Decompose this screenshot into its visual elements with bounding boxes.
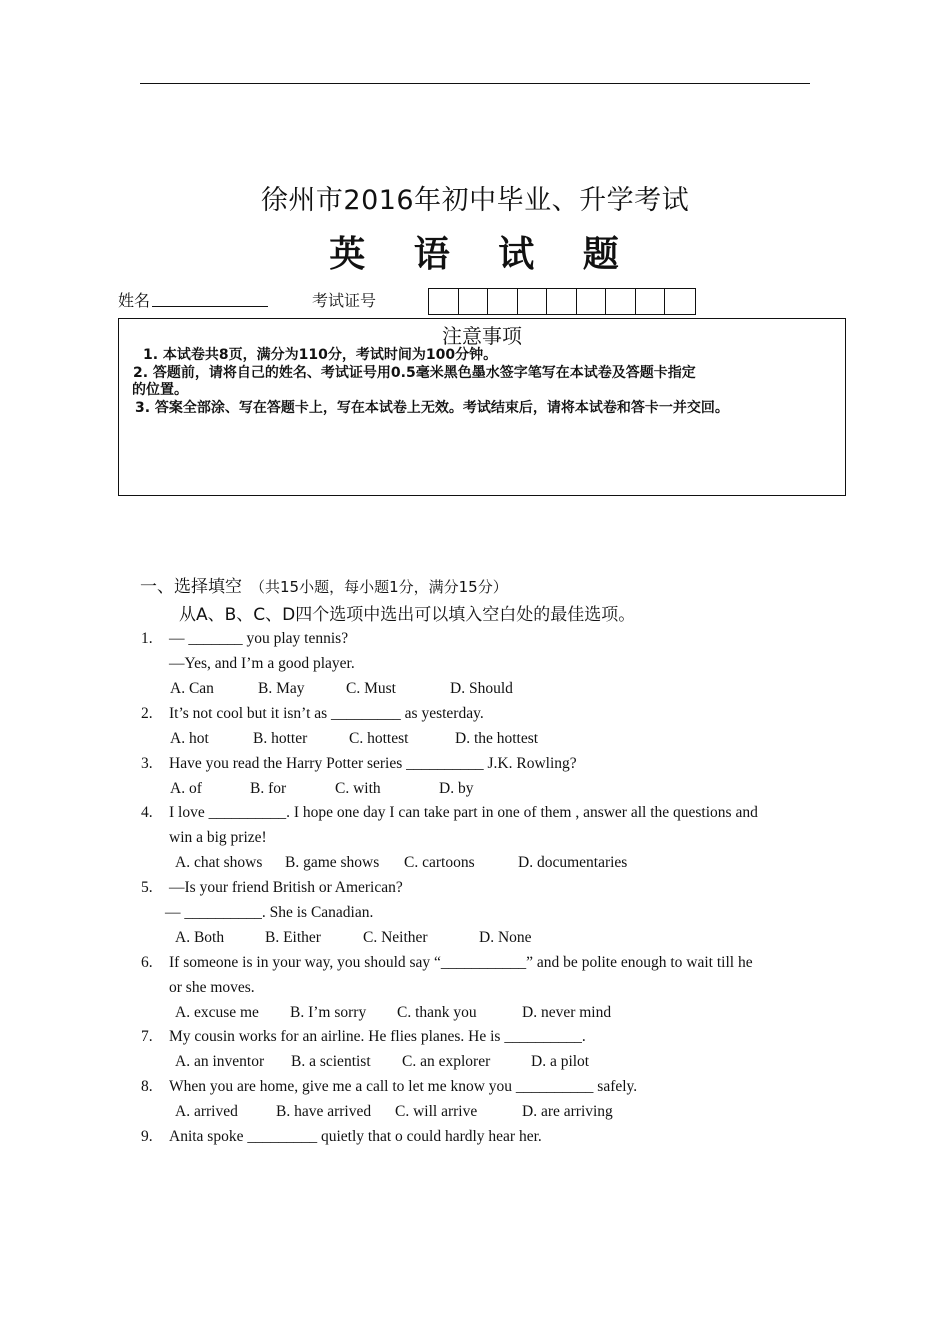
notice-line-1: 1. 本试卷共8页，满分为110分，考试时间为100分钟。 (143, 347, 498, 363)
option-a: A. excuse me (175, 1004, 259, 1021)
notice-box (118, 318, 846, 496)
option-b: B. Either (265, 929, 321, 946)
exam-id-label: 考试证号 (312, 291, 377, 310)
question-text: —Yes, and I’m a good player. (169, 655, 355, 672)
question-number: 3. (141, 755, 153, 772)
question-text: It’s not cool but it isn’t as _________ as yesterday. (169, 705, 484, 722)
exam-id-boxes (428, 288, 696, 315)
option-b: B. game shows (285, 854, 380, 871)
id-digit-box (429, 289, 459, 314)
option-a: A. hot (170, 730, 209, 747)
option-b: B. for (250, 780, 287, 797)
option-c: C. Neither (363, 929, 428, 946)
option-c: C. an explorer (402, 1053, 491, 1070)
notice-title: 注意事项 (442, 324, 522, 348)
option-b: B. a scientist (291, 1053, 371, 1070)
option-c: C. will arrive (395, 1103, 478, 1120)
id-digit-box (518, 289, 548, 314)
option-c: C. cartoons (404, 854, 475, 871)
option-d: D. documentaries (518, 854, 628, 871)
question-number: 4. (141, 804, 153, 821)
question-text: or she moves. (169, 979, 255, 996)
question-text: I love __________. I hope one day I can take part in one of them , answer all the questions and (169, 804, 758, 821)
question-text: Have you read the Harry Potter series __________ J.K. Rowling? (169, 755, 577, 772)
question-text: — _______ you play tennis? (169, 630, 349, 647)
option-d: D. are arriving (522, 1103, 613, 1120)
name-label: 姓名 (118, 291, 151, 310)
option-d: D. the hottest (455, 730, 539, 747)
option-d: D. never mind (522, 1004, 612, 1021)
option-d: D. None (479, 929, 532, 946)
exam-title: 徐州市2016年初中毕业、升学考试 (260, 185, 690, 216)
question-text: Anita spoke _________ quietly that o could hardly hear her. (169, 1128, 542, 1145)
option-b: B. I’m sorry (290, 1004, 367, 1021)
option-b: B. May (258, 680, 305, 697)
section-title: 一、选择填空 (140, 577, 242, 597)
option-c: C. Must (346, 680, 396, 697)
option-a: A. of (170, 780, 202, 797)
question-text: — __________. She is Canadian. (165, 904, 374, 921)
section-heading (140, 572, 508, 597)
question-number: 7. (141, 1028, 153, 1045)
header-rule (140, 83, 810, 84)
name-blank (152, 306, 268, 307)
id-digit-box (636, 289, 666, 314)
id-digit-box (488, 289, 518, 314)
option-c: C. hottest (349, 730, 409, 747)
question-text: —Is your friend British or American? (169, 879, 403, 896)
option-a: A. Both (175, 929, 225, 946)
section-instruction: 从A、B、C、D四个选项中选出可以填入空白处的最佳选项。 (179, 605, 636, 625)
id-digit-box (547, 289, 577, 314)
subject-title: 英 语 试 题 (329, 234, 637, 275)
section-scoring: （共15小题，每小题1分，满分15分） (250, 578, 508, 596)
option-a: A. Can (170, 680, 214, 697)
question-number: 6. (141, 954, 153, 971)
question-number: 8. (141, 1078, 153, 1095)
question-text: win a big prize! (169, 829, 267, 846)
option-a: A. an inventor (175, 1053, 265, 1070)
id-digit-box (577, 289, 607, 314)
id-digit-box (665, 289, 695, 314)
option-b: B. have arrived (276, 1103, 372, 1120)
notice-line-3: 3. 答案全部涂、写在答题卡上，写在本试卷上无效。考试结束后，请将本试卷和答卡一并交回。 (135, 400, 729, 416)
option-a: A. chat shows (175, 854, 263, 871)
question-number: 9. (141, 1128, 153, 1145)
option-c: C. thank you (397, 1004, 477, 1021)
question-text: My cousin works for an airline. He flies planes. He is __________. (169, 1028, 586, 1045)
question-number: 5. (141, 879, 153, 896)
question-number: 2. (141, 705, 153, 722)
notice-line-2: 2. 答题前，请将自己的姓名、考试证号用0.5毫米黑色墨水签字笔写在本试卷及答题卡指定 (133, 365, 696, 381)
option-a: A. arrived (175, 1103, 238, 1120)
question-text: If someone is in your way, you should say “___________” and be polite enough to wait till he (169, 954, 753, 971)
option-b: B. hotter (253, 730, 308, 747)
option-d: D. by (439, 780, 474, 797)
option-d: D. Should (450, 680, 513, 697)
id-digit-box (459, 289, 489, 314)
id-digit-box (606, 289, 636, 314)
question-text: When you are home, give me a call to let me know you __________ safely. (169, 1078, 638, 1095)
question-number: 1. (141, 630, 153, 647)
option-d: D. a pilot (531, 1053, 590, 1070)
option-c: C. with (335, 780, 381, 797)
notice-line-2-cont: 的位置。 (132, 382, 188, 398)
